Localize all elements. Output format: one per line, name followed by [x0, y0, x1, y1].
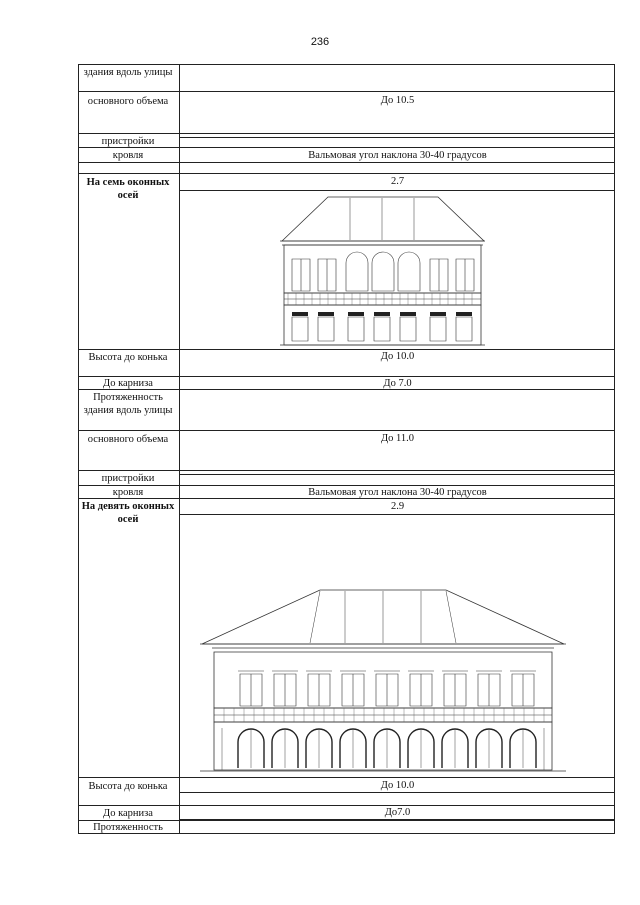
- seven-window-section-number: 2.7: [390, 176, 405, 187]
- page-number: 236: [310, 36, 330, 48]
- row-label-street-frontage: здания вдоль улицы: [83, 67, 173, 78]
- row-divider: [180, 474, 615, 475]
- row-label-main-volume: основного объема: [87, 434, 169, 445]
- row-divider: [78, 777, 615, 778]
- facade-drawing-seven-axes: [280, 195, 485, 345]
- roof-value: Вальмовая угол наклона 30-40 градусов: [308, 487, 487, 498]
- row-divider: [180, 514, 615, 515]
- ridge-height-value: До 10.0: [380, 780, 415, 791]
- row-divider: [78, 162, 615, 163]
- row-label-seven-window-axes: На семь оконных осей: [86, 177, 170, 201]
- row-label-cornice-height: До карниза: [103, 808, 153, 819]
- row-divider: [78, 430, 615, 431]
- cornice-height-value: До7.0: [384, 807, 411, 818]
- main-volume-value: До 10.5: [380, 95, 415, 106]
- row-label-street-frontage: Протяженность здания вдоль улицы: [83, 392, 173, 416]
- ground-floor: [284, 305, 481, 345]
- row-label-roof: кровля: [112, 150, 144, 161]
- row-divider: [180, 137, 615, 138]
- row-label-main-volume: основного объема: [87, 96, 169, 107]
- row-label-ridge-height: Высота до конька: [88, 352, 168, 363]
- roof-outline: [282, 197, 484, 241]
- row-label-ridge-height: Высота до конька: [88, 781, 168, 792]
- cornice-height-value: До 7.0: [383, 378, 412, 389]
- row-divider: [180, 190, 615, 191]
- row-divider: [78, 91, 615, 92]
- row-label-nine-window-axes: На девять оконных осей: [81, 501, 175, 525]
- row-divider: [78, 133, 615, 134]
- row-label-cornice-height: До карниза: [103, 378, 153, 389]
- row-label-annexes: пристройки: [101, 136, 155, 147]
- row-label-roof: кровля: [112, 487, 144, 498]
- row-divider: [78, 64, 615, 65]
- row-divider: [180, 792, 615, 793]
- row-divider: [78, 470, 615, 471]
- facade-drawing-nine-axes: [200, 588, 566, 772]
- upper-floor: [214, 652, 552, 708]
- nine-window-section-number: 2.9: [390, 501, 405, 512]
- row-divider: [78, 173, 615, 174]
- row-label-street-frontage: Протяженность: [93, 822, 163, 833]
- roof-value: Вальмовая угол наклона 30-40 градусов: [308, 150, 487, 161]
- ridge-height-value: До 10.0: [380, 351, 415, 362]
- main-volume-value: До 11.0: [380, 433, 415, 444]
- row-label-annexes: пристройки: [101, 473, 155, 484]
